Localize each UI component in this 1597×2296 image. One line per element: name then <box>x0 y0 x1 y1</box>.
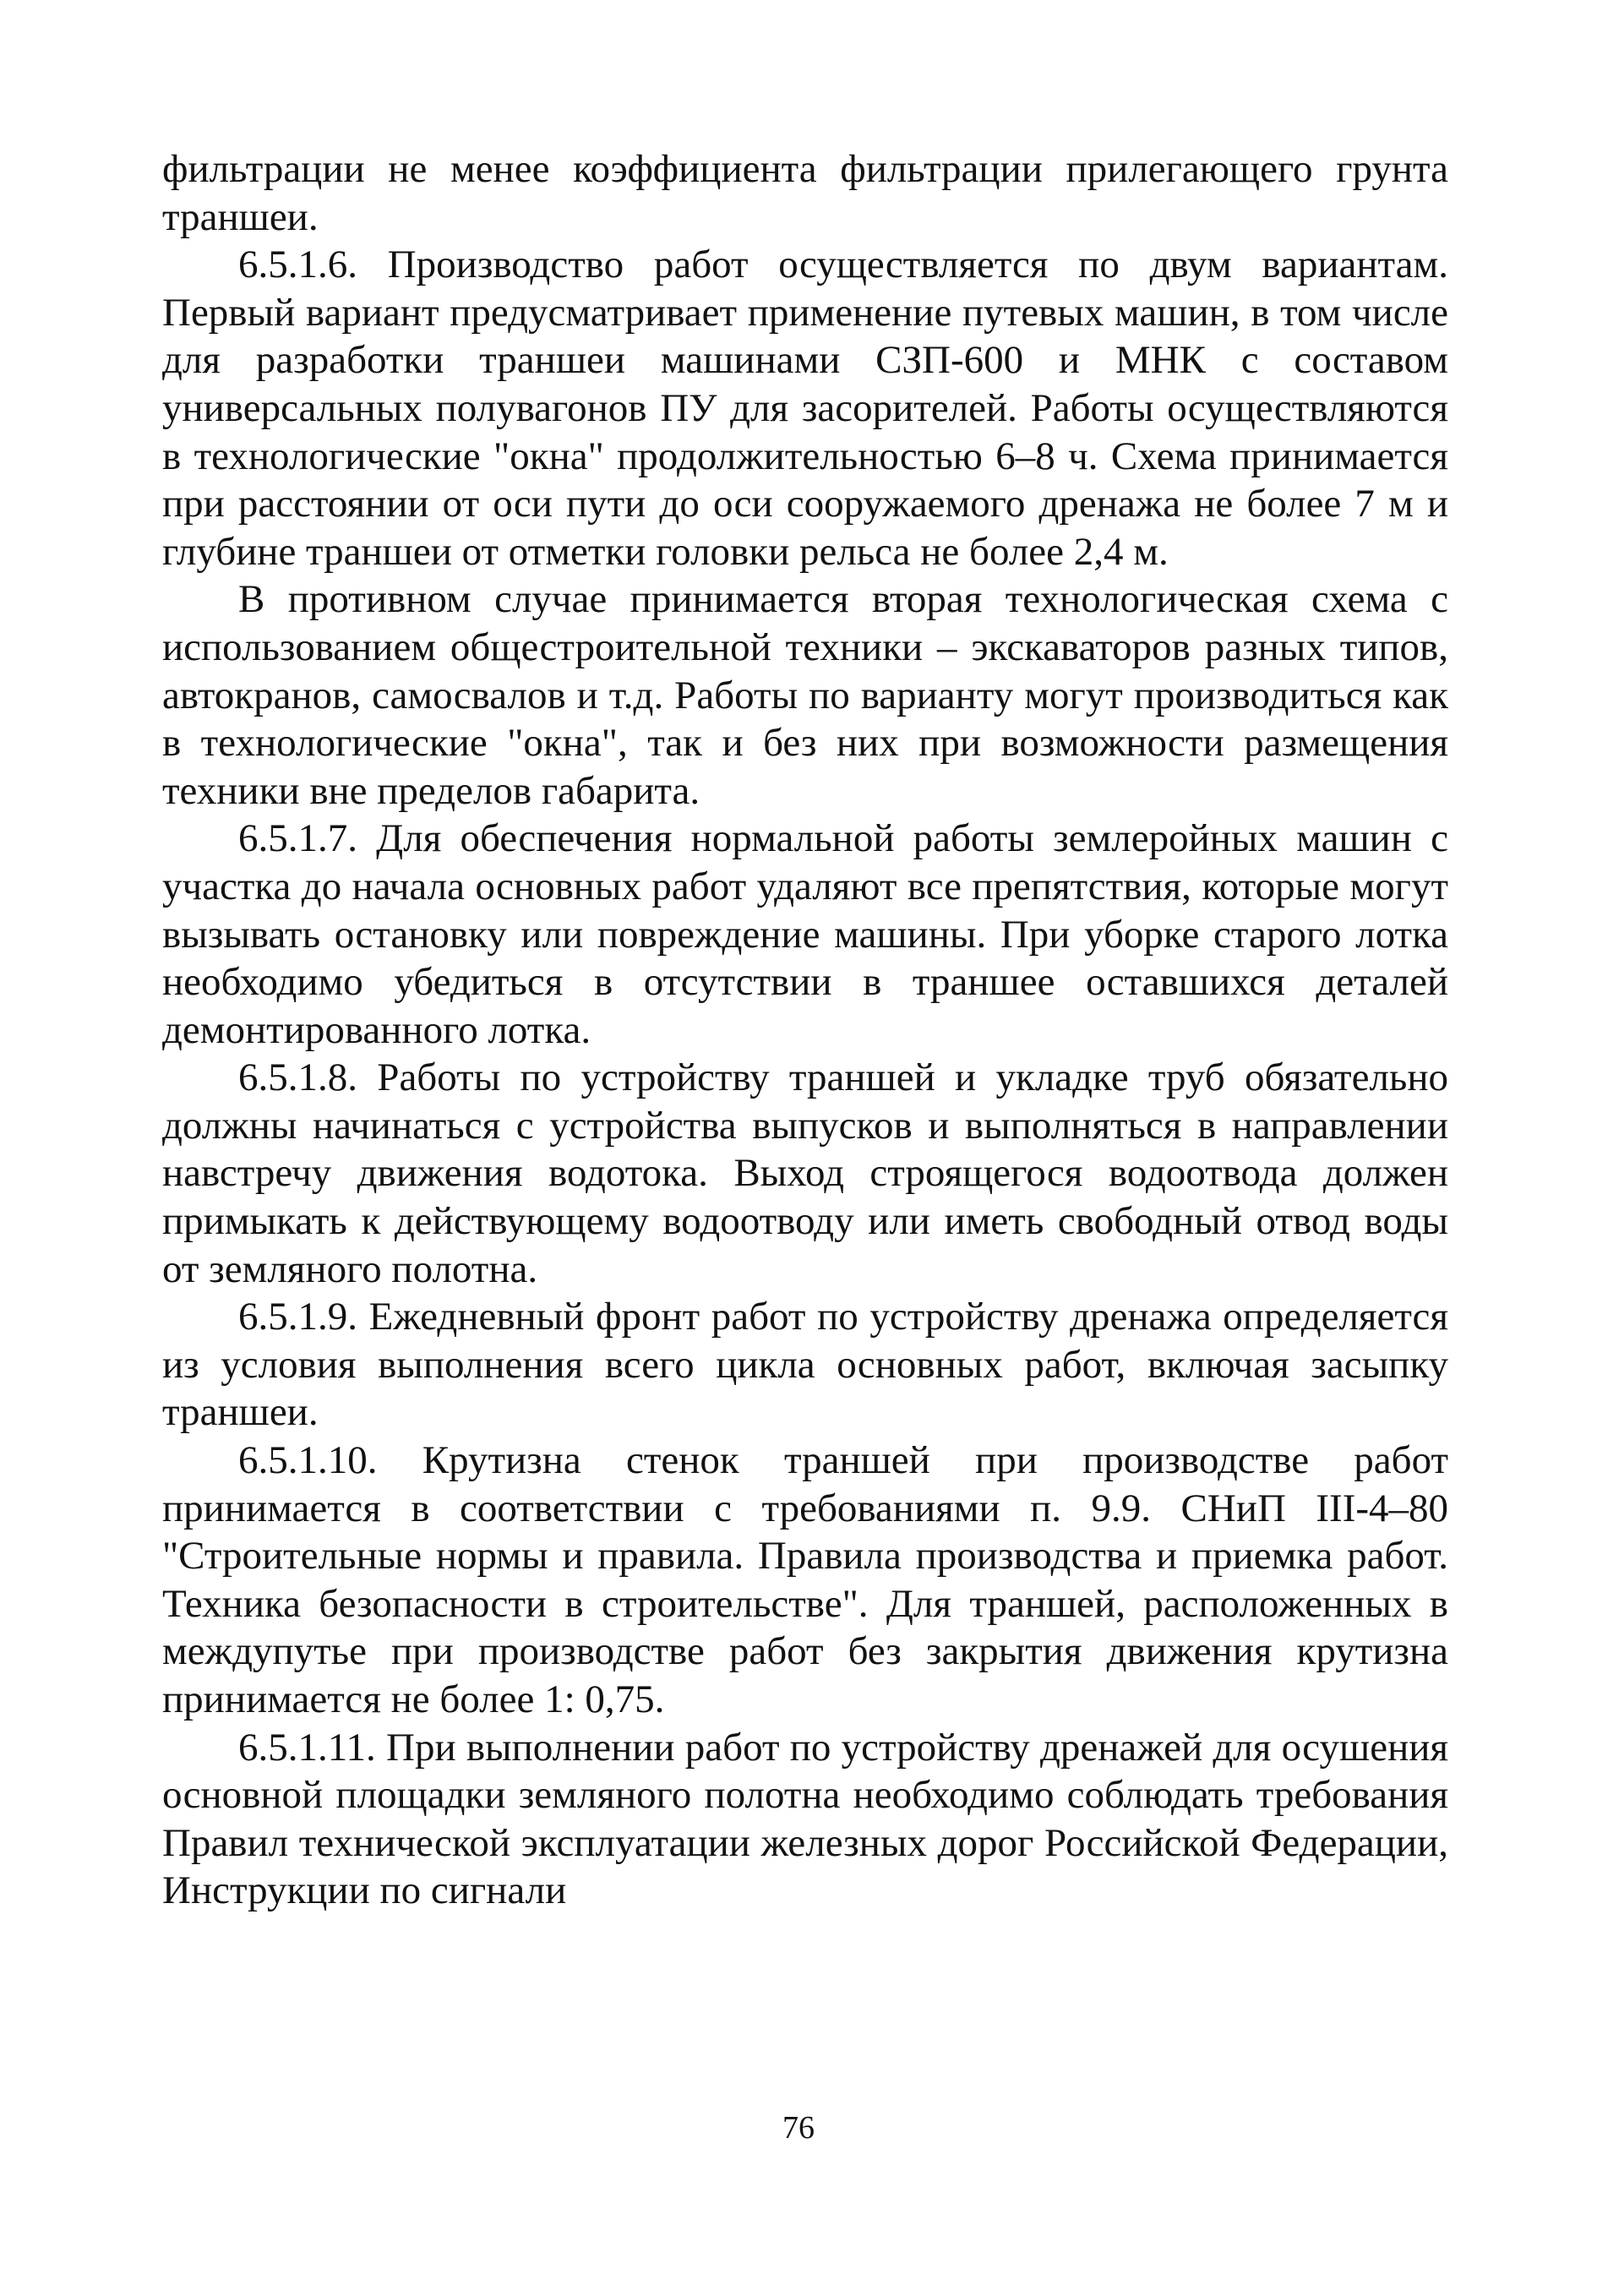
body-text <box>162 145 1448 1915</box>
page-number: 76 <box>782 2110 815 2146</box>
paragraph-6-5-1-7: 6.5.1.7. Для обеспечения нормальной работы землеройных машин с участка до начала основных работ удаляют все препятствия, которые могут вызывать остановку или повреждение машины. При уборке старого лотка необходимо убедиться в отсутствии в траншее оставшихся деталей демонтированного лотка. <box>162 816 1448 1052</box>
paragraph-6-5-1-8: 6.5.1.8. Работы по устройству траншей и укладке труб обязательно должны начинаться с устройства выпусков и выполняться в направлении навстречу движения водотока. Выход строящегося водоотвода должен примыкать к действующему водоотводу или иметь свободный отвод воды от земляного полотна. <box>162 1055 1448 1291</box>
paragraph-alternative-scheme: В противном случае принимается вторая технологическая схема с использованием общестроительной техники – экскаваторов разных типов, автокранов, самосвалов и т.д. Работы по варианту могут производиться как в технологические "окна", так и без них при возможности размещения техники вне пределов габарита. <box>162 577 1448 813</box>
paragraph-6-5-1-11: 6.5.1.11. При выполнении работ по устройству дренажей для осушения основной площадки земляного полотна необходимо соблюдать требования Правил технической эксплуатации железных дорог Российской Федерации, Инструкции по сигнали <box>162 1725 1448 1913</box>
paragraph-6-5-1-10: 6.5.1.10. Крутизна стенок траншей при производстве работ принимается в соответствии с требованиями п. 9.9. СНиП III-4–80 "Строительные нормы и правила. Правила производства и приемка работ. Техника безопасности в строительстве". Для траншей, расположенных в междупутье при производстве работ без закрытия движения крутизна принимается не более 1: 0,75. <box>162 1438 1448 1721</box>
paragraph-6-5-1-6: 6.5.1.6. Производство работ осуществляется по двум вариантам. Первый вариант предусматривает применение путевых машин, в том числе для разработки траншеи машинами СЗП-600 и МНК с составом универсальных полувагонов ПУ для засорителей. Работы осуществляются в технологические "окна" продолжительностью 6–8 ч. Схема принимается при расстоянии от оси пути до оси сооружаемого дренажа не более 7 м и глубине траншеи от отметки головки рельса не более 2,4 м. <box>162 243 1448 574</box>
paragraph-continuation: фильтрации не менее коэффициента фильтрации прилегающего грунта траншеи. <box>162 147 1448 239</box>
paragraph-6-5-1-9: 6.5.1.9. Ежедневный фронт работ по устройству дренажа определяется из условия выполнения всего цикла основных работ, включая засыпку траншеи. <box>162 1295 1448 1435</box>
